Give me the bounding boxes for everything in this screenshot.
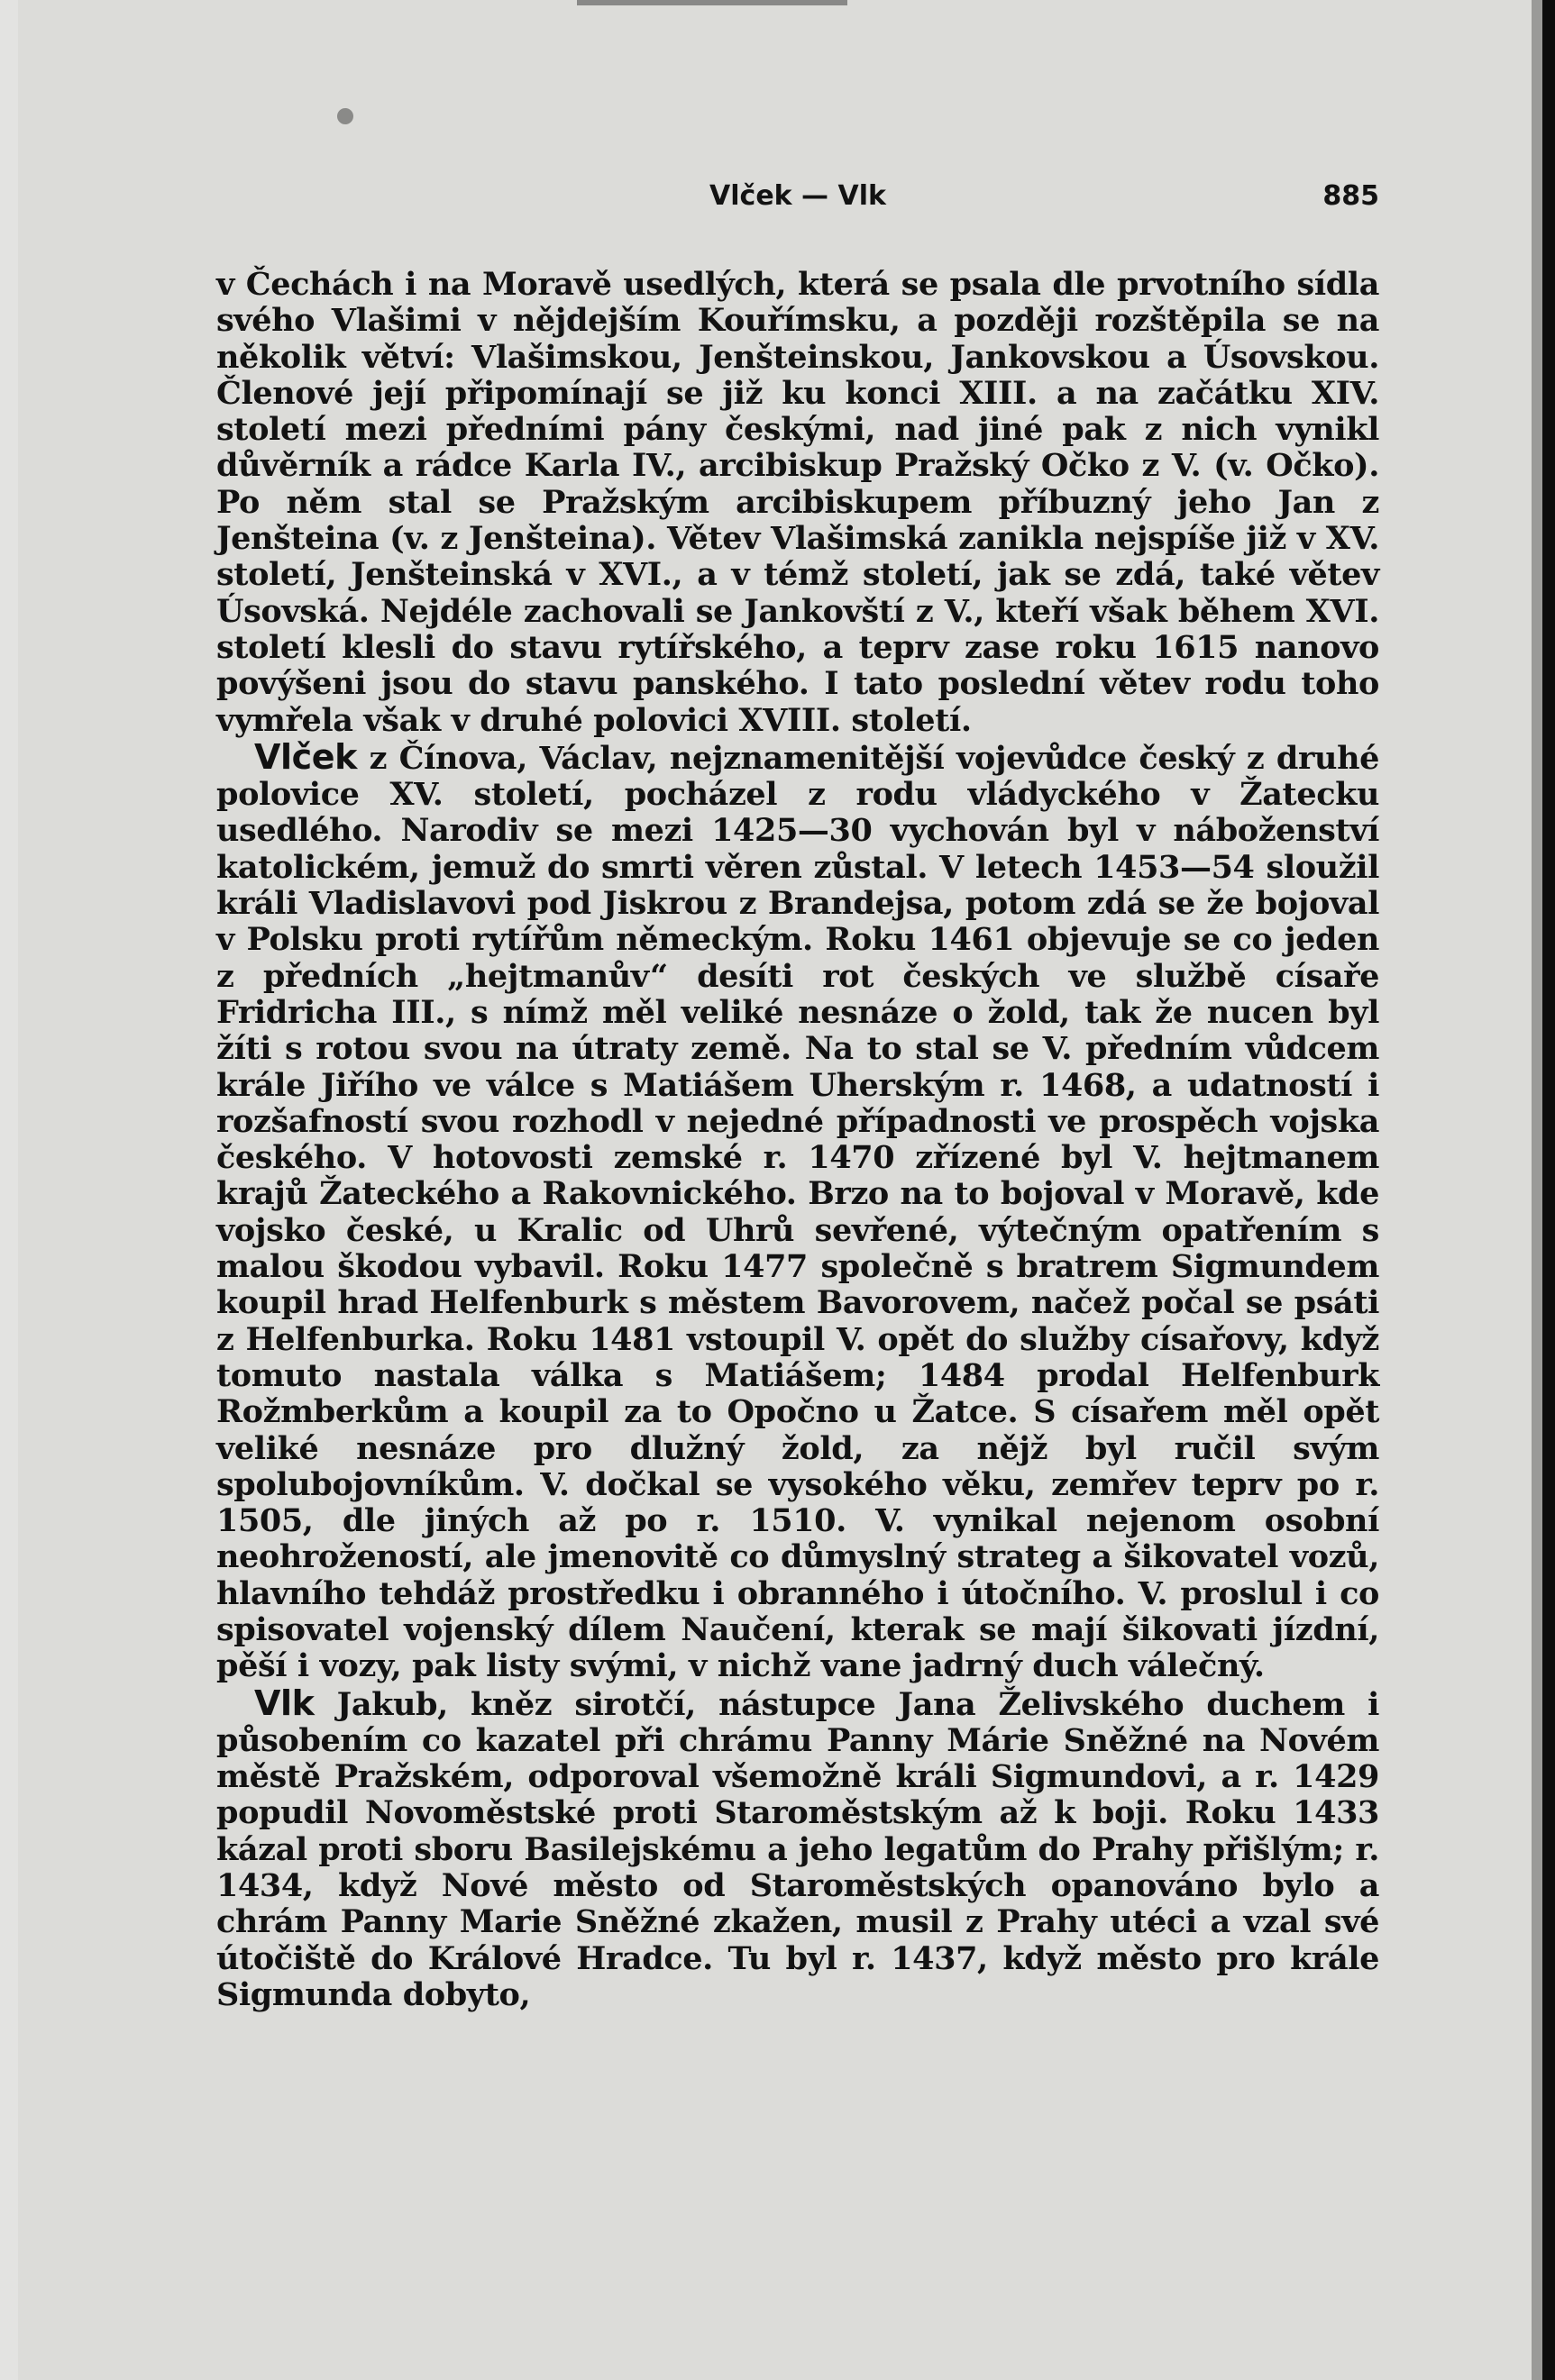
page-header — [216, 180, 1379, 231]
dictionary-page — [216, 180, 1379, 2013]
entry-vlasimsky-continuation — [216, 267, 1379, 739]
scan-dust-spot — [337, 108, 353, 124]
scan-top-shadow — [577, 0, 847, 5]
page-number: 885 — [1322, 180, 1379, 212]
entry-headword: Vlk — [254, 1682, 315, 1723]
scan-right-edge — [1542, 0, 1555, 2380]
entry-vlcek — [216, 736, 1379, 1685]
entry-text: v Čechách i na Moravě usedlých, která se psala dle prvotního sídla svého Vlašimi v nějdejším Kouřímsku, a později rozštěpila se na několik větví: Vlašimskou, Jenšteinskou, Jankovskou a Úsovskou. Členové její připomínají se již ku konci XIII. a na začátku XIV. století mezi předními pány českými, nad jiné pak z nich vynikl důvěrník a rádce Karla IV., arcibiskup Pražský Očko z V. (v. Očko). Po něm stal se Pražským arcibiskupem příbuzný jeho Jan z Jenšteina (v. z Jenšteina). Větev Vlašimská zanikla nejspíše již v XV. století, Jenšteinská v XVI., a v témž století, jak se zdá, také větev Úsovská. Nejdéle zachovali se Jankovští z V., kteří však během XVI. století klesli do stavu rytířského, a teprv zase roku 1615 nanovo povýšeni jsou do stavu panského. I tato poslední větev rodu toho vymřela však v druhé polovici XVIII. století. — [216, 266, 1379, 739]
entry-text: z Čínova, Václav, nejznamenitější vojevůdce český z druhé polovice XV. století, pocházel z rodu vládyckého v Žatecku usedlého. Narodiv se mezi 1425—30 vychován byl v náboženství katolickém, jemuž do smrti věren zůstal. V letech 1453—54 sloužil králi Vladislavovi pod Jiskrou z Brandejsa, potom zdá se že bojoval v Polsku proti rytířům německým. Roku 1461 objevuje se co jeden z předních „hejtmanův“ desíti rot českých ve službě císaře Fridricha III., s nímž měl veliké nesnáze o žold, tak že nucen byl žíti s rotou svou na útraty země. Na to stal se V. předním vůdcem krále Jiřího ve válce s Matiášem Uherským r. 1468, a udatností i rozšafností svou rozhodl v nejedné případnosti ve prospěch vojska českého. V hotovosti zemské r. 1470 zřízené byl V. hejtmanem krajů Žateckého a Rakovnického. Brzo na to bojoval v Moravě, kde vojsko české, u Kralic od Uhrů sevřené, výtečným opatřením s malou škodou vybavil. Roku 1477 společně s bratrem Sigmundem koupil hrad Helfenburk s městem Bavorovem, načež počal se psáti z Helfenburka. Roku 1481 vstoupil V. opět do služby císařovy, když tomuto nastala válka s Matiášem; 1484 prodal Helfenburk Rožmberkům a koupil za to Opočno u Žatce. S císařem měl opět veliké nesnáze pro dlužný žold, za nějž byl ručil svým spolubojovníkům. V. dočkal se vysokého věku, zemřev teprv po r. 1505, dle jiných až po r. 1510. V. vynikal nejenom osobní neohrožeností, ale jmenovitě co důmyslný strateg a šikovatel vozů, hlavního tehdáž prostředku i obranného i útočního. V. proslul i co spisovatel vojenský dílem Naučení, kterak se mají šikovati jízdní, pěší i vozy, pak listy svými, v nichž vane jadrný duch válečný. — [216, 739, 1379, 1685]
running-head: Vlček — Vlk — [709, 180, 886, 212]
entry-text: Jakub, kněz sirotčí, nástupce Jana Želivského duchem i působením co kazatel při chrámu Panny Márie Sněžné na Novém městě Pražském, odporoval všemožně králi Sigmundovi, a r. 1429 popudil Novoměstské proti Staroměstským až k boji. Roku 1433 kázal proti sboru Basilejskému a jeho legatům do Prahy přišlým; r. 1434, když Nové město od Staroměstských opanováno bylo a chrám Panny Marie Sněžné zkažen, musil z Prahy utéci a vzal své útočiště do Králové Hradce. Tu byl r. 1437, když město pro krále Sigmunda dobyto, — [216, 1685, 1379, 2013]
entry-headword: Vlček — [254, 736, 358, 777]
entry-vlk — [216, 1682, 1379, 2014]
page-body — [216, 267, 1379, 2013]
scan-right-shadow — [1532, 0, 1542, 2380]
scan-left-margin — [0, 0, 18, 2380]
